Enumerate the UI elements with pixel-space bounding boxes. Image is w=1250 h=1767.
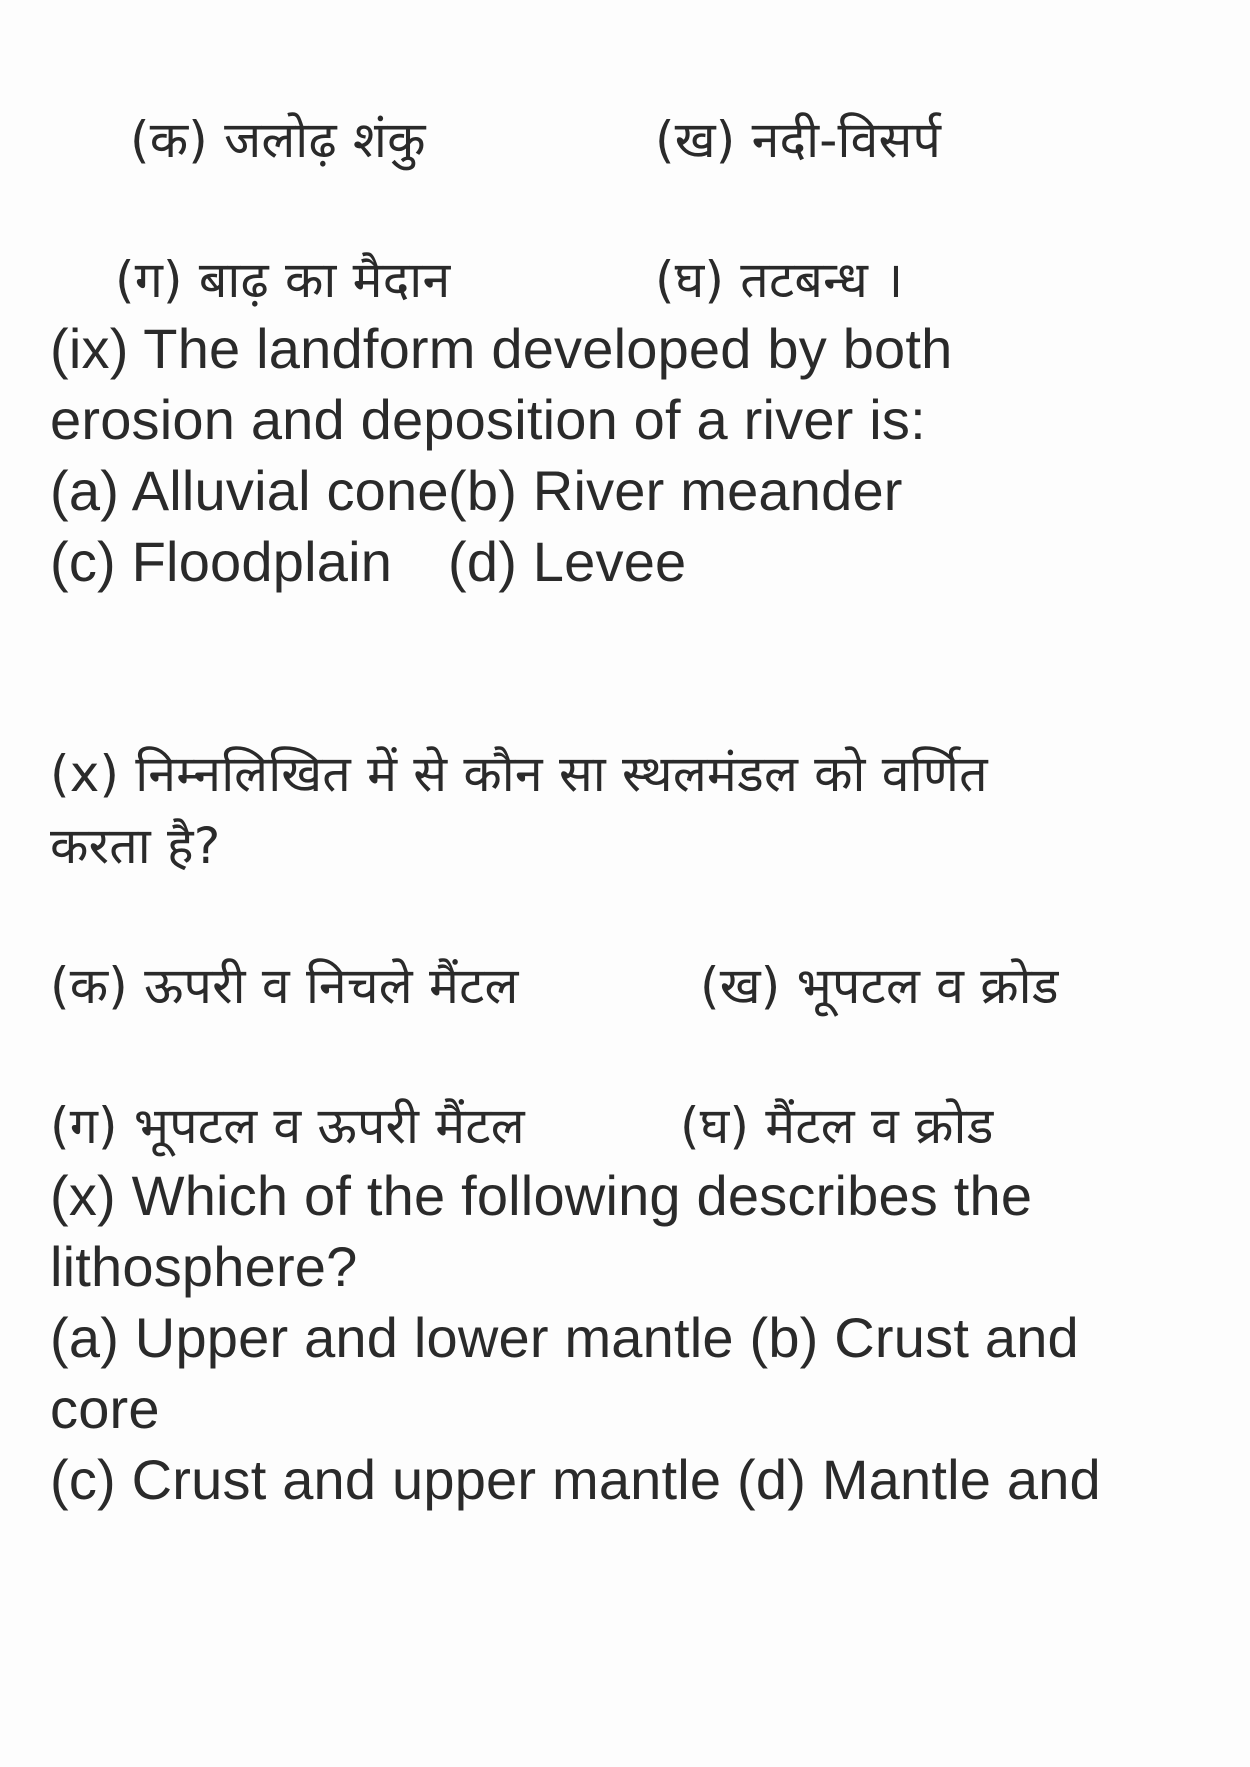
q9-english-question-line2: erosion and deposition of a river is: bbox=[50, 388, 926, 451]
q9-english-option-d: (d) Levee bbox=[448, 530, 687, 593]
q10-english-options-c-d: (c) Crust and upper mantle (d) Mantle and bbox=[50, 1448, 1101, 1511]
q9-hindi-option-kha: (ख) नदी-विसर्प bbox=[655, 111, 942, 169]
q9-hindi-option-gha: (घ) तटबन्ध । bbox=[655, 251, 904, 309]
q10-hindi-question-line1: (x) निम्नलिखित में से कौन सा स्थलमंडल को वर्णित bbox=[50, 745, 988, 803]
q10-english-options-a-b: (a) Upper and lower mantle (b) Crust and bbox=[50, 1306, 1079, 1369]
q10-english-question-line2: lithosphere? bbox=[50, 1235, 358, 1298]
q10-hindi-option-ka: (क) ऊपरी व निचले मैंटल bbox=[50, 957, 519, 1015]
q9-english-option-c: (c) Floodplain bbox=[50, 530, 393, 593]
q9-hindi-option-ka: (क) जलोढ़ शंकु bbox=[130, 111, 426, 169]
q10-english-option-b-continuation: core bbox=[50, 1377, 160, 1440]
q10-hindi-option-kha: (ख) भूपटल व क्रोड bbox=[700, 957, 1059, 1015]
q10-hindi-question-line2: करता है? bbox=[50, 817, 221, 875]
q10-hindi-option-gha: (घ) मैंटल व क्रोड bbox=[680, 1097, 994, 1155]
q9-english-option-b: (b) River meander bbox=[448, 459, 903, 522]
q9-hindi-option-ga: (ग) बाढ़ का मैदान bbox=[115, 251, 451, 309]
q9-english-question-line1: (ix) The landform developed by both bbox=[50, 317, 953, 380]
q10-hindi-option-ga: (ग) भूपटल व ऊपरी मैंटल bbox=[50, 1097, 525, 1155]
q10-english-question-line1: (x) Which of the following describes the bbox=[50, 1164, 1033, 1227]
q9-english-option-a: (a) Alluvial cone bbox=[50, 459, 449, 522]
